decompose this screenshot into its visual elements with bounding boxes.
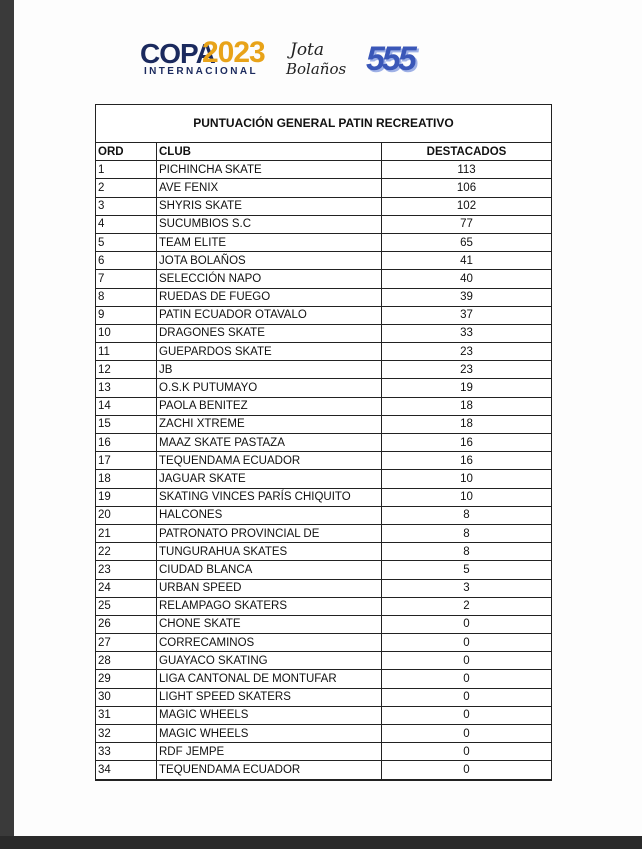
cell-ord: 27 [96,634,157,652]
cell-club: PICHINCHA SKATE [157,161,382,179]
table-row [96,506,551,524]
table-row [96,215,551,233]
table-row [96,306,551,324]
jota-logo-line1: Jota [290,40,325,60]
cell-ord: 10 [96,324,157,342]
table-row [96,233,551,251]
cell-destacados: 77 [382,215,552,233]
cell-destacados: 3 [382,579,552,597]
table-row [96,415,551,433]
cell-ord: 23 [96,561,157,579]
cell-ord: 3 [96,197,157,215]
cell-ord: 5 [96,233,157,251]
cell-club: MAGIC WHEELS [157,725,382,743]
copa-logo-subtitle: INTERNACIONAL [144,66,258,77]
cell-ord: 2 [96,179,157,197]
cell-club: TUNGURAHUA SKATES [157,543,382,561]
copa-2023-logo [140,38,292,82]
cell-ord: 8 [96,288,157,306]
cell-destacados: 102 [382,197,552,215]
cell-club: SUCUMBIOS S.C [157,215,382,233]
table-row [96,761,551,779]
table-header-row [96,143,551,161]
cell-club: JAGUAR SKATE [157,470,382,488]
table-row [96,597,551,615]
cell-club: RELAMPAGO SKATERS [157,597,382,615]
cell-destacados: 33 [382,324,552,342]
cell-destacados: 8 [382,506,552,524]
cell-club: HALCONES [157,506,382,524]
table-row [96,270,551,288]
cell-ord: 9 [96,306,157,324]
table-row [96,579,551,597]
cell-destacados: 8 [382,524,552,542]
cell-destacados: 16 [382,434,552,452]
cell-club: ZACHI XTREME [157,415,382,433]
table-row [96,561,551,579]
cell-ord: 7 [96,270,157,288]
cell-ord: 16 [96,434,157,452]
table-row [96,615,551,633]
cell-ord: 13 [96,379,157,397]
table-row [96,488,551,506]
column-header-club: CLUB [157,143,382,161]
table-row [96,288,551,306]
cell-club: CORRECAMINOS [157,634,382,652]
cell-ord: 33 [96,743,157,761]
cell-club: RUEDAS DE FUEGO [157,288,382,306]
table-row [96,706,551,724]
cell-club: PAOLA BENITEZ [157,397,382,415]
standings-table-container [95,104,552,781]
cell-ord: 31 [96,706,157,724]
jota-logo-line2: Bolaños [286,60,347,78]
cell-ord: 26 [96,615,157,633]
cell-ord: 17 [96,452,157,470]
cell-ord: 18 [96,470,157,488]
table-row [96,688,551,706]
cell-destacados: 37 [382,306,552,324]
copa-logo-year: 2023 [202,36,265,69]
table-row [96,252,551,270]
cell-club: SELECCIÓN NAPO [157,270,382,288]
copa-logo-word: COPA [140,38,215,69]
standings-table [96,143,551,780]
table-row [96,524,551,542]
cell-destacados: 41 [382,252,552,270]
table-row [96,179,551,197]
cell-ord: 14 [96,397,157,415]
cell-destacados: 0 [382,634,552,652]
cell-destacados: 65 [382,233,552,251]
jota-bolanos-logo [282,38,360,84]
table-row [96,670,551,688]
cell-club: TEQUENDAMA ECUADOR [157,452,382,470]
table-row [96,324,551,342]
cell-ord: 30 [96,688,157,706]
table-row [96,343,551,361]
cell-ord: 6 [96,252,157,270]
table-row [96,397,551,415]
cell-ord: 34 [96,761,157,779]
cell-ord: 24 [96,579,157,597]
table-row [96,470,551,488]
cell-club: GUAYACO SKATING [157,652,382,670]
brand-555-logo: 555 [366,40,414,78]
cell-club: CIUDAD BLANCA [157,561,382,579]
cell-destacados: 0 [382,706,552,724]
cell-destacados: 8 [382,543,552,561]
cell-destacados: 39 [382,288,552,306]
cell-destacados: 23 [382,343,552,361]
cell-destacados: 19 [382,379,552,397]
cell-club: CHONE SKATE [157,615,382,633]
cell-club: LIGA CANTONAL DE MONTUFAR [157,670,382,688]
document-page [14,0,642,836]
cell-club: AVE FENIX [157,179,382,197]
cell-ord: 29 [96,670,157,688]
cell-destacados: 0 [382,761,552,779]
cell-ord: 4 [96,215,157,233]
cell-destacados: 2 [382,597,552,615]
cell-club: URBAN SPEED [157,579,382,597]
cell-ord: 21 [96,524,157,542]
cell-destacados: 10 [382,488,552,506]
cell-ord: 11 [96,343,157,361]
cell-club: RDF JEMPE [157,743,382,761]
table-row [96,743,551,761]
table-row [96,434,551,452]
cell-ord: 12 [96,361,157,379]
column-header-destacados: DESTACADOS [382,143,552,161]
cell-ord: 28 [96,652,157,670]
cell-ord: 25 [96,597,157,615]
cell-destacados: 5 [382,561,552,579]
cell-destacados: 0 [382,688,552,706]
left-dark-margin [0,0,14,849]
cell-destacados: 0 [382,652,552,670]
cell-club: MAGIC WHEELS [157,706,382,724]
cell-club: PATIN ECUADOR OTAVALO [157,306,382,324]
cell-destacados: 0 [382,743,552,761]
cell-destacados: 18 [382,415,552,433]
cell-club: DRAGONES SKATE [157,324,382,342]
cell-destacados: 18 [382,397,552,415]
cell-destacados: 0 [382,615,552,633]
cell-club: O.S.K PUTUMAYO [157,379,382,397]
cell-ord: 19 [96,488,157,506]
cell-club: GUEPARDOS SKATE [157,343,382,361]
cell-ord: 22 [96,543,157,561]
table-row [96,161,551,179]
table-row [96,197,551,215]
cell-destacados: 106 [382,179,552,197]
cell-destacados: 10 [382,470,552,488]
cell-ord: 15 [96,415,157,433]
cell-destacados: 40 [382,270,552,288]
table-row [96,543,551,561]
cell-club: SHYRIS SKATE [157,197,382,215]
cell-destacados: 113 [382,161,552,179]
cell-destacados: 0 [382,670,552,688]
column-header-ord: ORD [96,143,157,161]
cell-destacados: 0 [382,725,552,743]
cell-club: MAAZ SKATE PASTAZA [157,434,382,452]
bottom-dark-margin [0,836,642,849]
table-row [96,652,551,670]
table-row [96,452,551,470]
cell-ord: 32 [96,725,157,743]
cell-ord: 1 [96,161,157,179]
table-row [96,379,551,397]
table-row [96,634,551,652]
table-row [96,361,551,379]
cell-club: TEAM ELITE [157,233,382,251]
cell-club: JB [157,361,382,379]
table-row [96,725,551,743]
cell-destacados: 16 [382,452,552,470]
cell-destacados: 23 [382,361,552,379]
cell-club: JOTA BOLAÑOS [157,252,382,270]
table-title: PUNTUACIÓN GENERAL PATIN RECREATIVO [96,105,551,143]
cell-club: PATRONATO PROVINCIAL DE [157,524,382,542]
cell-club: LIGHT SPEED SKATERS [157,688,382,706]
cell-club: TEQUENDAMA ECUADOR [157,761,382,779]
cell-ord: 20 [96,506,157,524]
cell-club: SKATING VINCES PARÍS CHIQUITO [157,488,382,506]
